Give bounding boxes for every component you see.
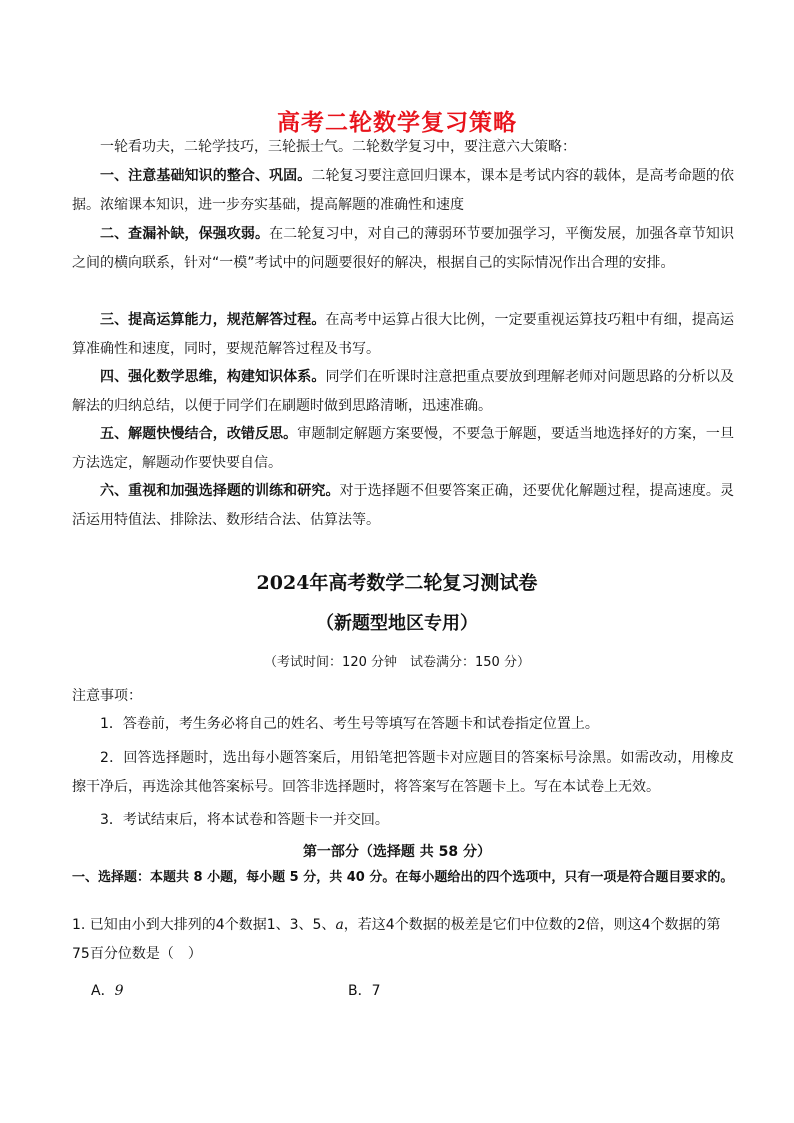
notice-1: 1．答卷前，考生务必将自己的姓名、考生号等填写在答题卡和试卷指定位置上。 — [100, 716, 599, 732]
strategy-item-3-text: 在高考中运算占很大比例，一定要重视运算技巧粗中有细，提高运算准确性和速度，同时，要规范解答过程及书写。 — [72, 312, 735, 357]
option-b-label: B． — [348, 983, 372, 999]
option-b-value: 7 — [371, 983, 381, 999]
strategy-item-2-text: 在二轮复习中，对自己的薄弱环节要加强学习，平衡发展，加强各章节知识之间的横向联系，针对“一模”考试中的问题要很好的解决，根据自己的实际情况作出合理的安排。 — [72, 226, 735, 271]
notice-2: 2．回答选择题时，选出每小题答案后，用铅笔把答题卡对应题目的答案标号涂黑。如需改动，用橡皮擦干净后，再选涂其他答案标号。回答非选择题时，将答案写在答题卡上。写在本试卷上无效。 — [72, 750, 734, 795]
notice-3: 3．考试结束后，将本试卷和答题卡一并交回。 — [100, 812, 389, 828]
strategy-item-2-heading: 二、查漏补缺，保强攻弱。 — [100, 226, 270, 242]
exam-info: （考试时间：120 分钟 试卷满分：150 分） — [264, 655, 530, 670]
option-b — [348, 981, 381, 1001]
question-1-variable: a — [335, 917, 344, 933]
exam-title: 2024年高考数学二轮复习测试卷 — [256, 572, 538, 594]
strategy-item-4-text: 同学们在听课时注意把重点要放到理解老师对问题思路的分析以及解法的归纳总结，以便于同学们在刷题时做到思路清晰，迅速准确。 — [72, 369, 735, 414]
strategy-item-4-heading: 四、强化数学思维，构建知识体系。 — [100, 369, 326, 385]
strategy-item-6-text: 对于选择题不但要答案正确，还要优化解题过程，提高速度。灵活运用特值法、排除法、数形结合法、估算法等。 — [72, 483, 734, 528]
strategy-item-4 — [72, 363, 734, 421]
question-1 — [72, 911, 734, 969]
strategy-item-1 — [72, 162, 734, 220]
strategy-item-1-text: 二轮复习要注意回归课本，课本是考试内容的载体，是高考命题的依据。浓缩课本知识，进一步夯实基础，提高解题的准确性和速度 — [72, 168, 735, 213]
strategy-item-6-heading: 六、重视和加强选择题的训练和研究。 — [100, 483, 340, 499]
option-a-value: 9 — [114, 983, 124, 999]
section1-heading: 一、选择题：本题共 8 小题，每小题 5 分，共 40 分。在每小题给出的四个选项中，只有一项是符合题目要求的。 — [72, 870, 734, 885]
option-a — [91, 981, 124, 1001]
notice-label: 注意事项： — [72, 688, 142, 704]
strategy-item-6 — [72, 477, 734, 535]
strategy-item-1-heading: 一、注意基础知识的整合、巩固。 — [100, 168, 312, 184]
strategy-item-5-text: 审题制定解题方案要慢，不要急于解题，要适当地选择好的方案，一旦方法选定，解题动作要快要自信。 — [72, 426, 735, 471]
strategy-item-2 — [72, 220, 734, 278]
strategy-item-5 — [72, 420, 734, 478]
question-1-text-before: 1. 已知由小到大排列的4个数据1、3、5、 — [72, 917, 336, 933]
strategy-item-3-heading: 三、提高运算能力，规范解答过程。 — [100, 312, 326, 328]
exam-subtitle: （新题型地区专用） — [316, 613, 478, 634]
strategy-item-3 — [72, 306, 734, 364]
strategy-title: 高考二轮数学复习策略 — [277, 110, 517, 136]
strategy-item-5-heading: 五、解题快慢结合，改错反思。 — [100, 426, 298, 442]
part1-title: 第一部分（选择题 共 58 分） — [302, 844, 492, 860]
strategy-intro: 一轮看功夫，二轮学技巧，三轮振士气。二轮数学复习中，要注意六大策略： — [100, 139, 576, 155]
question-1-text-after: ，若这4个数据的极差是它们中位数的2倍，则这4个数据的第75百分位数是（ ） — [72, 917, 721, 962]
option-a-label: A． — [91, 983, 115, 999]
